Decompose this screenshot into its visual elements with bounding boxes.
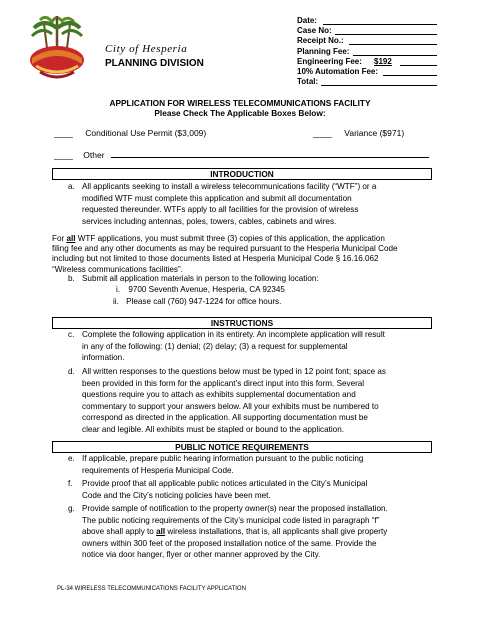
introduction-heading: INTRODUCTION [52,168,432,180]
item-line: Provide proof that all applicable public notices articulated in the City’s Municipal [82,479,368,488]
city-seal-logo [26,12,88,86]
checkbox-blank[interactable]: ____ [54,150,73,160]
item-line: commentary to support your answers below. All your exhibits must be numbered to [82,401,379,411]
other-label: Other [83,150,105,160]
field-label: Case No: [297,26,332,36]
field-label: Date: [297,16,318,25]
sub-item-ii [113,297,281,306]
item-line: Code and the City’s noticing policies have been met. [82,490,271,500]
public-notice-heading: PUBLIC NOTICE REQUIREMENTS [52,441,432,453]
item-line: in any of the following: (1) denial; (2) delay; (3) a request for supplemental [82,341,348,351]
division-name: PLANNING DIVISION [105,58,204,69]
text-run: WTF applications, you must submit three (3) copies of this application, the application [75,234,385,243]
variance-label: Variance ($971) [344,128,405,138]
item-line: Submit all application materials in person to the following location: [82,274,319,283]
sub-item-i [116,285,285,294]
paragraph-line: including but not limited to those documents listed at Hesperia Municipal Code § 16.16.062 [52,254,379,264]
item-line: All applicants seeking to install a wireless telecommunications facility (“WTF”) or a [82,182,377,191]
item-marker: f. [68,479,73,488]
field-line [321,85,437,86]
paragraph-line: “Wireless communications facilities”. [52,264,183,274]
checkbox-blank[interactable]: ____ [313,128,332,138]
date-field[interactable] [297,16,378,26]
list-item-a [68,181,454,227]
sub-marker: ii. [113,297,119,306]
list-item-e [68,453,454,476]
text-run: above shall apply to [82,527,157,537]
item-line: information. [82,353,125,363]
text-run: wireless installations, that is, all applicants shall give property [165,527,388,537]
item-marker: g. [68,504,75,513]
sub-marker: i. [116,285,121,294]
list-item-b [68,273,454,284]
item-line: Complete the following application in its entirety. An incomplete application will result [82,330,385,339]
address-text: 9700 Seventh Avenue, Hesperia, CA 92345 [128,285,285,294]
item-marker: c. [68,330,75,339]
list-item-f [68,478,454,501]
page-footer: PL-34 WIRELESS TELECOMMUNICATIONS FACILITY APPLICATION [57,586,246,592]
list-item-g [68,503,454,561]
item-line: The public noticing requirements of the City’s municipal code listed in paragraph “f” [82,515,380,525]
item-line: questions require you to attach as exhibits supplemental documentation and [82,390,356,400]
field-label: Engineering Fee: [297,56,362,66]
receipt-no-field[interactable] [297,36,378,46]
other-input-line[interactable] [111,149,429,158]
field-line [353,55,437,56]
item-marker: a. [68,182,75,191]
engineering-fee-field[interactable] [297,56,392,67]
automation-fee-field[interactable] [297,67,378,77]
field-line [400,65,437,66]
field-line [349,44,437,45]
form-title: APPLICATION FOR WIRELESS TELECOMMUNICATIONS FACILITY [109,98,371,108]
item-line: All written responses to the questions below must be typed in 12 point font; space as [82,367,386,376]
list-item-c [68,329,454,364]
field-line [383,75,437,76]
item-line: been provided in this form for the applicant’s direct input into this form. Several [82,378,365,388]
variance-option[interactable] [313,128,404,138]
item-line: notice via door hanger, flyer or other manner approved by the City. [82,550,321,560]
field-label: Planning Fee: [297,46,350,56]
checkbox-blank[interactable]: ____ [54,128,73,138]
text-run: For [52,234,67,243]
conditional-use-option[interactable] [54,128,206,138]
field-label: 10% Automation Fee: [297,66,379,76]
item-line: Provide sample of notification to the property owner(s) near the proposed installation. [82,504,388,513]
fee-fields [297,16,392,87]
item-marker: d. [68,367,75,376]
field-label: Receipt No.: [297,36,344,46]
form-subtitle: Please Check The Applicable Boxes Below: [154,108,326,118]
field-label: Total: [297,77,319,87]
item-line: requirements of Hesperia Municipal Code. [82,465,234,475]
item-line: clear and legible. All exhibits must be stapled or bound to the application. [82,424,344,434]
field-line [323,24,437,25]
emphasis-all: all [66,234,76,243]
emphasis-all: all [156,527,166,537]
paragraph-line: filing fee and any other documents as may be required pursuant to the Hesperia Municipal Code [52,244,398,254]
item-marker: e. [68,454,75,463]
item-line: requested thereunder. WTFs apply to all facilities for the provision of wireless [82,205,359,215]
paragraph-line [52,234,452,244]
item-line [82,526,454,538]
total-field[interactable] [297,77,378,87]
item-line: services including antennas, poles, towers, cables, cabinets and wires. [82,216,337,226]
office-hours-text: Please call (760) 947-1224 for office hours. [126,297,282,306]
other-option[interactable] [54,149,429,160]
submission-paragraph [52,234,452,275]
planning-fee-field[interactable] [297,47,378,57]
conditional-use-label: Conditional Use Permit ($3,009) [85,128,207,138]
city-name: City of Hesperia [105,43,188,55]
field-line [335,34,437,35]
instructions-heading: INSTRUCTIONS [52,317,432,329]
engineering-fee-value: $192 [374,56,392,66]
item-line: correspond as directed in the application. All supporting documentation must be [82,413,368,423]
item-line: modified WTF must complete this application and submit all documentation [82,193,352,203]
list-item-d [68,366,454,436]
item-marker: b. [68,274,75,283]
case-no-field[interactable] [297,26,378,36]
item-line: owners within 300 feet of the proposed installation notice of the same. Provide the [82,538,377,548]
item-line: If applicable, prepare public hearing information pursuant to the public noticing [82,454,364,463]
